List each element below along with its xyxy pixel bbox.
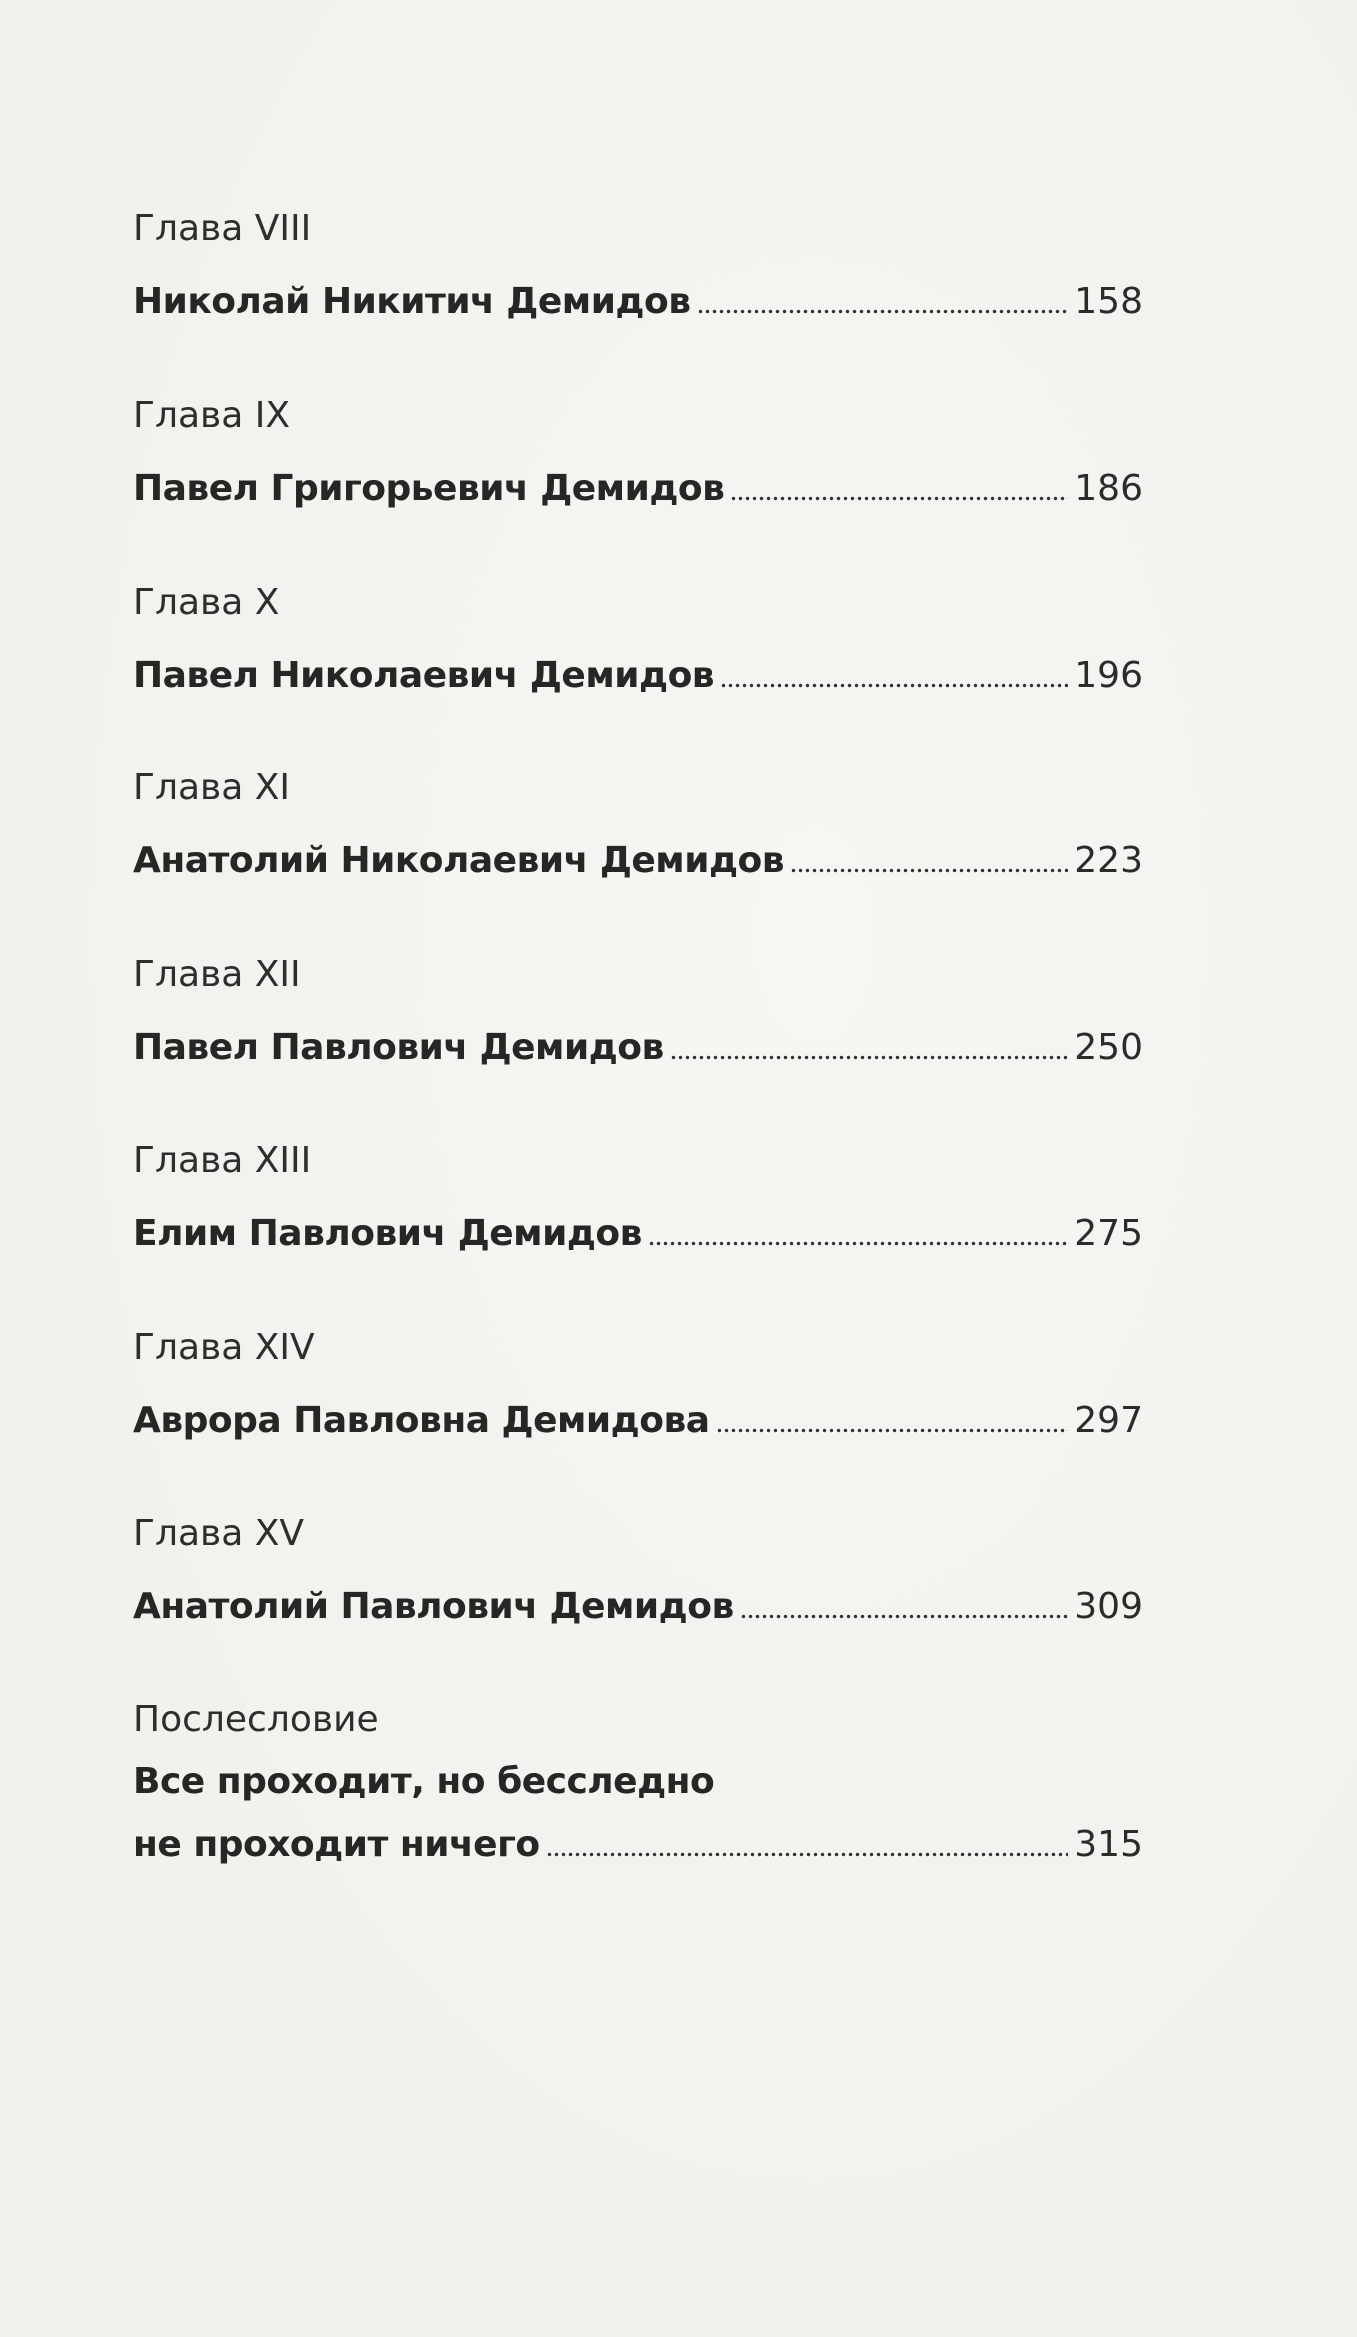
chapter-label: Глава X <box>133 582 280 623</box>
afterword-title: не проходит ничего <box>133 1824 540 1865</box>
toc-entry-chapter-14 <box>133 1324 1143 1456</box>
afterword-title-line-1: Все проходит, но бесследно <box>133 1761 715 1802</box>
chapter-title: Павел Григорьевич Демидов <box>133 468 725 509</box>
chapter-label: Глава XI <box>133 767 291 808</box>
chapter-title: Аврора Павловна Демидова <box>133 1400 710 1441</box>
page-number: 158 <box>1074 281 1143 322</box>
page-number: 309 <box>1074 1586 1143 1627</box>
dot-leader <box>730 492 1068 504</box>
chapter-title: Елим Павлович Демидов <box>133 1213 642 1254</box>
toc-entry-chapter-10 <box>133 579 1143 711</box>
toc-entry-afterword <box>133 1696 1143 1880</box>
page-number: 250 <box>1074 1027 1143 1068</box>
page-number: 297 <box>1074 1400 1143 1441</box>
chapter-label: Глава XIV <box>133 1327 315 1368</box>
chapter-label: Глава VIII <box>133 208 312 249</box>
chapter-title: Анатолий Николаевич Демидов <box>133 840 785 881</box>
chapter-label: Глава IX <box>133 395 291 436</box>
page-number: 223 <box>1074 840 1143 881</box>
dot-leader <box>740 1610 1069 1622</box>
toc-entry-chapter-8 <box>133 205 1143 337</box>
dot-leader <box>720 679 1068 691</box>
dot-leader <box>697 305 1069 317</box>
chapter-title: Павел Павлович Демидов <box>133 1027 664 1068</box>
page-number: 315 <box>1074 1824 1143 1865</box>
chapter-title-line <box>133 1013 1143 1083</box>
chapter-title-line <box>133 641 1143 711</box>
chapter-label: Глава XII <box>133 954 301 995</box>
page-number: 186 <box>1074 468 1143 509</box>
dot-leader <box>790 864 1068 876</box>
afterword-title-line-2 <box>133 1810 1143 1880</box>
chapter-title-line <box>133 1386 1143 1456</box>
toc-entry-chapter-11 <box>133 764 1143 896</box>
chapter-label: Глава XIII <box>133 1140 312 1181</box>
chapter-title-line <box>133 1572 1143 1642</box>
chapter-title: Павел Николаевич Демидов <box>133 655 715 696</box>
page-number: 275 <box>1074 1213 1143 1254</box>
chapter-title: Николай Никитич Демидов <box>133 281 691 322</box>
chapter-title-line <box>133 454 1143 524</box>
dot-leader <box>546 1848 1069 1860</box>
toc-entry-chapter-9 <box>133 392 1143 524</box>
chapter-label: Глава XV <box>133 1513 305 1554</box>
chapter-title-line <box>133 1199 1143 1269</box>
toc-entry-chapter-15 <box>133 1510 1143 1642</box>
afterword-label: Послесловие <box>133 1699 379 1740</box>
dot-leader <box>648 1237 1068 1249</box>
toc-entry-chapter-13 <box>133 1137 1143 1269</box>
chapter-title-line <box>133 267 1143 337</box>
dot-leader <box>716 1424 1069 1436</box>
page-number: 196 <box>1074 655 1143 696</box>
toc-entry-chapter-12 <box>133 951 1143 1083</box>
dot-leader <box>670 1051 1068 1063</box>
chapter-title: Анатолий Павлович Демидов <box>133 1586 734 1627</box>
chapter-title-line <box>133 826 1143 896</box>
